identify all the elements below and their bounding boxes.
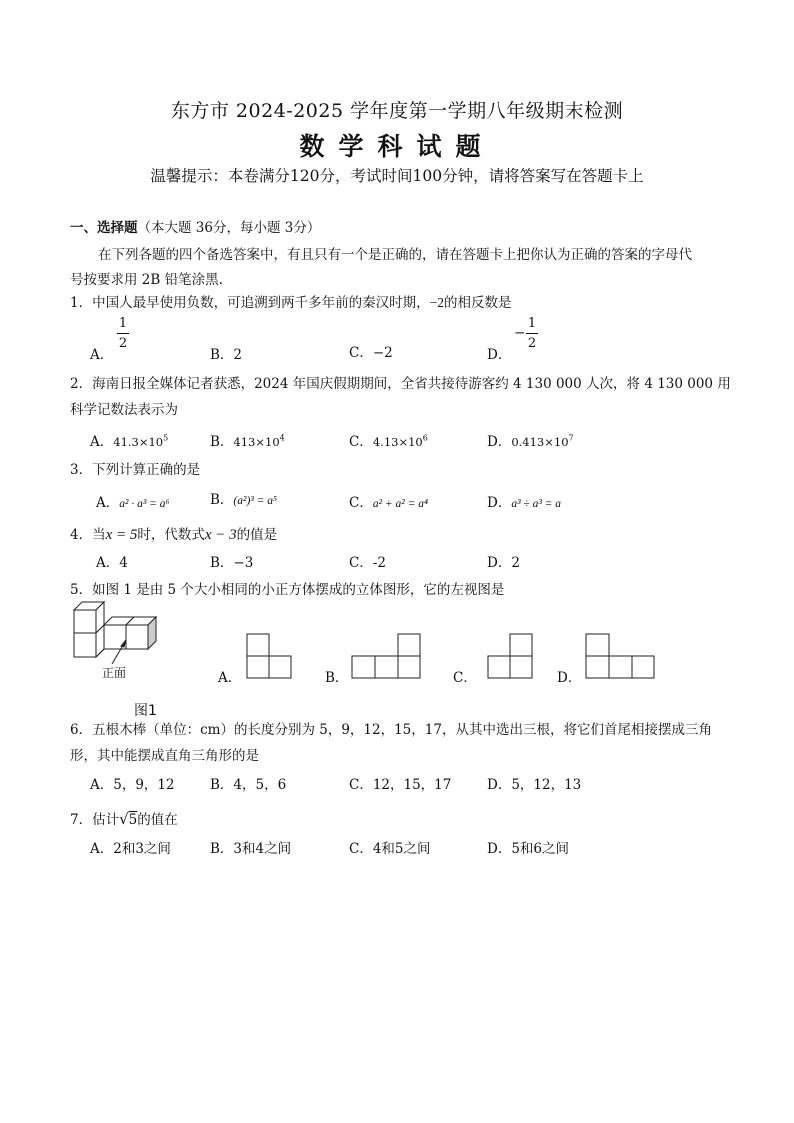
q2-option-b-base: 413×10 <box>233 435 280 449</box>
q4-option-a-value: 4 <box>119 555 128 571</box>
section-heading <box>70 216 320 236</box>
q4-stem-expr-2: x − 3 <box>204 527 237 543</box>
q3-option-c-label: C． <box>349 495 373 511</box>
q2-option-c-label: C． <box>349 434 373 450</box>
q1-stem-expr: −2 <box>429 295 444 310</box>
q1-option-d-sign: − <box>514 325 526 341</box>
q6-line-1: 6．五根木棒（单位：cm）的长度分别为 5，9，12，15，17，从其中选出三根，将它们首尾相接摆成三角 <box>70 722 712 738</box>
q3-option-b[interactable] <box>210 488 277 508</box>
q6-option-c[interactable]: C．12，15，17 <box>349 777 452 793</box>
q2-option-b[interactable] <box>210 430 285 450</box>
q4-option-d-label: D． <box>487 555 512 571</box>
q2-option-d[interactable] <box>487 430 574 450</box>
q2-option-a[interactable] <box>90 430 168 450</box>
q4-stem-text-a: 4．当 <box>70 527 106 543</box>
q2-option-c-exp: 6 <box>422 433 428 443</box>
q7-radicand: 5 <box>128 812 138 828</box>
instruction-line-1: 在下列各题的四个备选答案中，有且只有一个是正确的，请在答题卡上把你认为正确的答案的字母代 <box>98 247 692 263</box>
q4-option-c-label: C． <box>349 555 373 571</box>
q1-option-b-value: 2 <box>233 347 243 363</box>
q5-option-c-label[interactable]: C． <box>453 670 477 686</box>
q5-option-a-label[interactable]: A． <box>218 670 242 686</box>
q1-option-c[interactable] <box>349 341 393 361</box>
q2-option-a-label: A． <box>90 434 114 450</box>
q5-stem: 5．如图 1 是由 5 个大小相同的小正方体摆成的立体图形，它的左视图是 <box>70 582 505 598</box>
q4-stem-text-b: 时，代数式 <box>137 527 205 543</box>
q7-stem-text-b: 的值在 <box>137 812 178 828</box>
q5-option-b-view[interactable] <box>350 632 424 680</box>
q1-stem <box>70 291 511 311</box>
q4-option-d-value: 2 <box>511 555 520 571</box>
q4-stem <box>70 523 277 544</box>
q3-option-c[interactable] <box>349 491 428 511</box>
q5-option-c-view[interactable] <box>486 632 536 680</box>
q4-option-b-label: B． <box>210 555 234 571</box>
q4-option-b-value: −3 <box>233 555 254 571</box>
fraction-bar <box>526 333 538 334</box>
q2-option-a-exp: 5 <box>163 433 169 443</box>
q5-option-a-view[interactable] <box>245 632 295 680</box>
figure-1-label: 图1 <box>134 703 157 719</box>
q3-option-b-expr: (a²)³ = a⁵ <box>233 495 277 507</box>
q5-option-b-label[interactable]: B． <box>325 670 349 686</box>
q4-stem-text-c: 的值是 <box>236 527 278 543</box>
q1-stem-text-b: 的相反数是 <box>443 295 512 311</box>
q4-option-c[interactable] <box>349 551 386 571</box>
q3-stem: 3．下列计算正确的是 <box>70 462 201 478</box>
q4-option-a-label: A． <box>96 555 120 571</box>
section-heading-note: （本大题 36分，每小题 3分） <box>137 220 321 236</box>
q5-option-d-label[interactable]: D． <box>557 670 582 686</box>
q6-option-a[interactable]: A．5，9，12 <box>90 777 175 793</box>
front-label: 正面 <box>102 666 127 680</box>
q1-option-b[interactable] <box>210 343 242 363</box>
q1-option-d-label[interactable]: D． <box>487 347 512 363</box>
q7-stem <box>70 808 178 828</box>
q1-d-denominator: 2 <box>527 336 537 351</box>
q7-option-a[interactable]: A．2和3之间 <box>90 841 171 857</box>
q3-option-a[interactable] <box>96 491 170 511</box>
q6-option-b[interactable]: B．4，5，6 <box>210 777 287 793</box>
notice-text: 温馨提示：本卷满分120分，考试时间100分钟，请将答案写在答题卡上 <box>150 167 644 185</box>
q3-option-a-expr: a² · a³ = a⁶ <box>119 498 170 510</box>
subject-title: 数学科试题 <box>299 132 495 161</box>
q3-option-c-expr: a² + a² = a⁴ <box>372 498 429 510</box>
q4-option-a[interactable] <box>96 551 128 571</box>
q6-option-d[interactable]: D．5，12，13 <box>487 777 582 793</box>
q3-option-b-label: B． <box>210 492 234 508</box>
instruction-line-2: 号按要求用 2B 铅笔涂黑. <box>70 272 223 288</box>
q1-option-c-label: C． <box>349 345 373 361</box>
q2-option-d-label: D． <box>487 434 512 450</box>
q7-option-c[interactable]: C．4和5之间 <box>349 841 431 857</box>
q1-a-denominator: 2 <box>118 336 128 351</box>
q7-stem-text-a: 7．估计 <box>70 812 120 828</box>
q4-stem-expr-1: x = 5 <box>105 527 138 543</box>
q4-option-c-value: -2 <box>372 555 386 571</box>
q1-option-a-fraction <box>116 316 130 351</box>
q1-option-c-value: −2 <box>372 345 393 361</box>
q3-option-a-label: A． <box>96 495 120 511</box>
q2-line-2: 科学记数法表示为 <box>70 402 178 418</box>
q4-option-d[interactable] <box>487 551 520 571</box>
q4-option-b[interactable] <box>210 551 253 571</box>
q1-a-numerator: 1 <box>118 316 128 331</box>
q2-option-c-base: 4.13×10 <box>372 435 423 449</box>
q1-option-b-label: B． <box>210 347 234 363</box>
q3-option-d-label: D． <box>487 495 512 511</box>
q1-option-a-label[interactable]: A． <box>90 347 114 363</box>
q7-option-b[interactable]: B．3和4之间 <box>210 841 292 857</box>
q2-option-b-label: B． <box>210 434 234 450</box>
q5-option-d-view[interactable] <box>584 632 658 680</box>
q2-option-b-exp: 4 <box>279 433 285 443</box>
exam-title: 东方市 2024-2025 学年度第一学期八年级期末检测 <box>170 100 624 122</box>
q7-option-d[interactable]: D．5和6之间 <box>487 841 570 857</box>
q6-line-2: 形，其中能摆成直角三角形的是 <box>70 748 259 764</box>
q1-stem-text-a: 1．中国人最早使用负数，可追溯到两千多年前的秦汉时期， <box>70 295 430 311</box>
sqrt-icon: √ <box>119 810 129 828</box>
q2-option-a-base: 41.3×10 <box>113 435 164 449</box>
q2-option-d-base: 0.413×10 <box>511 435 569 449</box>
q2-option-c[interactable] <box>349 430 428 450</box>
q2-line-1: 2．海南日报全媒体记者获悉，2024 年国庆假期期间，全省共接待游客约 4 130 000 人次，将 4 130 000 用 <box>70 376 731 392</box>
q1-d-numerator: 1 <box>527 316 537 331</box>
q3-option-d[interactable] <box>487 491 561 511</box>
fraction-bar <box>117 333 129 334</box>
q1-option-d-fraction <box>525 316 539 351</box>
section-heading-label: 一、选择题 <box>70 220 138 236</box>
q3-option-d-expr: a³ ÷ a³ = a <box>511 498 562 510</box>
q2-option-d-exp: 7 <box>568 433 574 443</box>
